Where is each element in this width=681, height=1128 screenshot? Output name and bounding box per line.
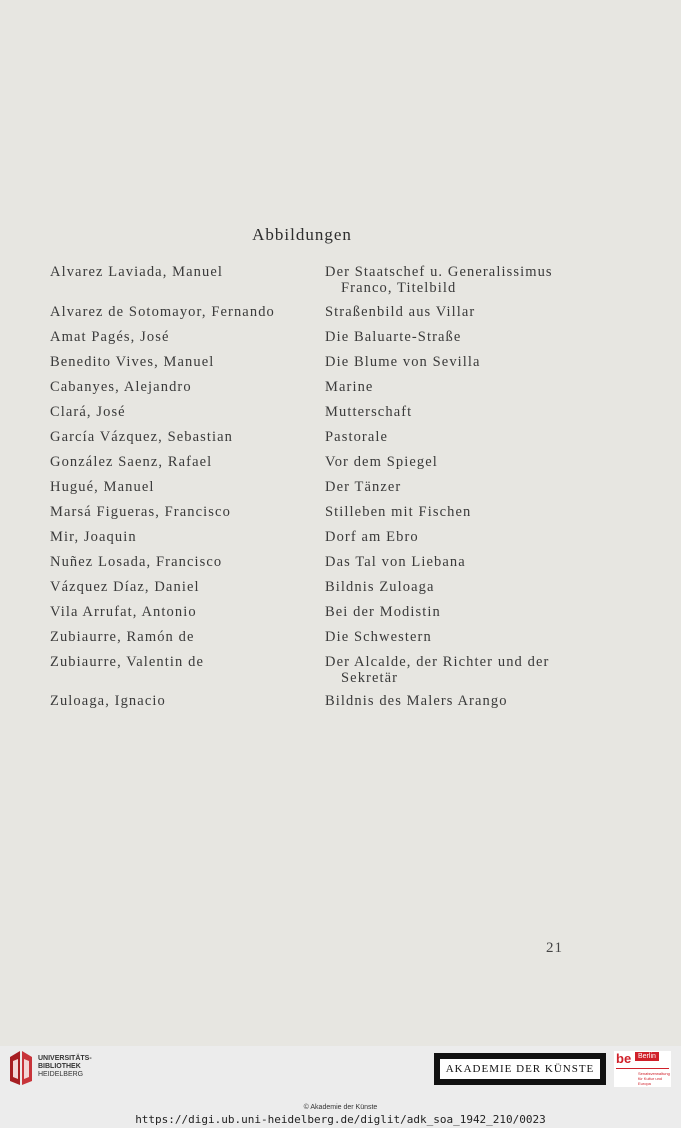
artist-name: Marsá Figueras, Francisco [50,504,231,520]
artwork-title: Bildnis Zuloaga [325,579,435,595]
page-title: Abbildungen [252,225,352,244]
artwork-title-line1: Der Alcalde, der Richter und der [325,654,550,670]
artwork-title: Bei der Modistin [325,604,441,620]
berlin-sub-line2: für Kultur und Europa [638,1076,663,1086]
artist-name: Amat Pagés, José [50,329,170,345]
artwork-title-line2: Sekretär [341,670,399,686]
artist-name: Vázquez Díaz, Daniel [50,579,200,595]
akademie-logo-text: AKADEMIE DER KÜNSTE [439,1058,601,1080]
artist-name: Cabanyes, Alejandro [50,379,192,395]
artist-name: Zuloaga, Ignacio [50,693,166,709]
artwork-title-line2: Franco, Titelbild [341,280,457,296]
artist-name: Alvarez Laviada, Manuel [50,264,224,280]
artwork-title: Die Blume von Sevilla [325,354,481,370]
berlin-subtitle [638,1071,671,1086]
artist-name: Alvarez de Sotomayor, Fernando [50,304,275,320]
artwork-title: Das Tal von Liebana [325,554,466,570]
artwork-title [325,264,553,296]
artist-name: González Saenz, Rafael [50,454,213,470]
artwork-title: Pastorale [325,429,389,445]
uni-line1: UNIVERSITÄTS- [38,1055,92,1062]
artwork-title: Straßenbild aus Villar [325,304,476,320]
artist-name: Mir, Joaquin [50,529,137,545]
artwork-title: Die Baluarte-Straße [325,329,462,345]
artwork-title: Die Schwestern [325,629,432,645]
university-library-name[interactable] [38,1055,92,1079]
artwork-title: Mutterschaft [325,404,413,420]
artwork-title: Marine [325,379,374,395]
artist-name: Benedito Vives, Manuel [50,354,215,370]
copyright-notice: © Akademie der Künste [303,1104,378,1111]
artwork-title: Der Tänzer [325,479,402,495]
artist-name: Hugué, Manuel [50,479,155,495]
artist-name: Zubiaurre, Ramón de [50,629,195,645]
uni-line2: BIBLIOTHEK [38,1063,81,1070]
artwork-title [325,654,549,686]
berlin-be-mark: be [616,1051,632,1066]
artwork-title: Stilleben mit Fischen [325,504,472,520]
university-library-logo-icon[interactable] [8,1051,34,1085]
page-number: 21 [546,940,563,956]
artist-name: Vila Arrufat, Antonio [50,604,197,620]
artist-name: Clará, José [50,404,126,420]
artwork-title: Vor dem Spiegel [325,454,438,470]
berlin-sub-line1: Senatsverwaltung [638,1071,670,1076]
artwork-title-line1: Der Staatschef u. Generalissimus [325,264,553,280]
uni-line3: HEIDELBERG [38,1071,84,1078]
artist-name: Nuñez Losada, Francisco [50,554,223,570]
berlin-divider [616,1068,669,1069]
berlin-tag: Berlin [635,1052,659,1061]
artist-name: Zubiaurre, Valentin de [50,654,204,670]
source-url-link[interactable]: https://digi.ub.uni-heidelberg.de/diglit/adk_soa_1942_210/0023 [135,1113,546,1126]
akademie-logo[interactable] [434,1053,606,1085]
artwork-title: Bildnis des Malers Arango [325,693,508,709]
artist-name: García Vázquez, Sebastian [50,429,234,445]
berlin-senate-logo[interactable] [614,1051,671,1087]
artwork-title: Dorf am Ebro [325,529,419,545]
